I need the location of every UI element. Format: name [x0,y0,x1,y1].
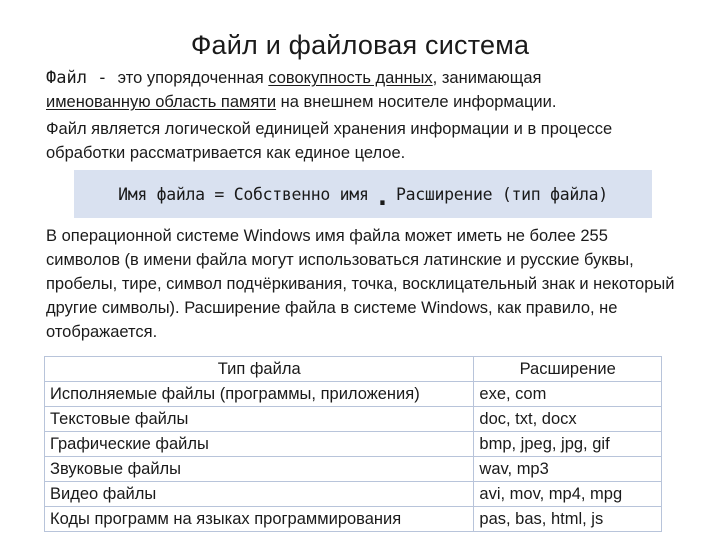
extension-cell: avi, mov, mp4, mpg [474,482,662,507]
definition-link-data-collection[interactable]: совокупность данных [268,69,433,87]
file-type-cell: Видео файлы [45,482,474,507]
page-title: Файл и файловая система [190,30,530,60]
formula-dot: . [374,182,390,212]
definition-text-post: на внешнем носителе информации. [276,93,557,111]
header-extension: Расширение [474,357,662,382]
file-type-cell: Исполняемые файлы (программы, приложения) [45,382,474,407]
table-row [45,382,662,407]
extension-cell: pas, bas, html, js [474,507,662,532]
windows-naming-paragraph: В операционной системе Windows имя файла может иметь не более 255 символов (в имени файла могут использоваться латинские и русские буквы, пробелы, тире, символ подчёркивания, точка, восклицательный знак и некоторый другие символы). Расширение файла в системе Windows, как правило, не отображается. [46,227,675,341]
definition-text-pre: это упорядоченная [117,69,269,87]
filename-formula-box [74,170,652,218]
table-row [45,457,662,482]
file-types-table [44,356,662,532]
definition-dash: - [86,68,118,88]
definition-link-memory-area[interactable]: именованную область памяти [46,93,277,111]
header-file-type: Тип файла [45,357,474,382]
table-row [45,507,662,532]
file-type-cell: Текстовые файлы [45,407,474,432]
file-type-cell: Коды программ на языках программирования [45,507,474,532]
logical-unit-paragraph: Файл является логической единицей хранения информации и в процессе обработки рассматривается как единое целое. [46,120,613,162]
formula-left: Имя файла = Собственно имя [118,184,369,204]
definition-term: Файл [46,68,87,88]
definition-text-mid: , занимающая [432,69,542,87]
formula-right: Расширение (тип файла) [395,184,608,204]
extension-cell: wav, mp3 [474,457,662,482]
file-definition [46,66,686,114]
table-row [45,432,662,457]
table-row [45,407,662,432]
extension-cell: exe, com [474,382,662,407]
table-header-row [45,357,662,382]
extension-cell: doc, txt, docx [474,407,662,432]
table-row [45,482,662,507]
file-type-cell: Звуковые файлы [45,457,474,482]
file-type-cell: Графические файлы [45,432,474,457]
extension-cell: bmp, jpeg, jpg, gif [474,432,662,457]
